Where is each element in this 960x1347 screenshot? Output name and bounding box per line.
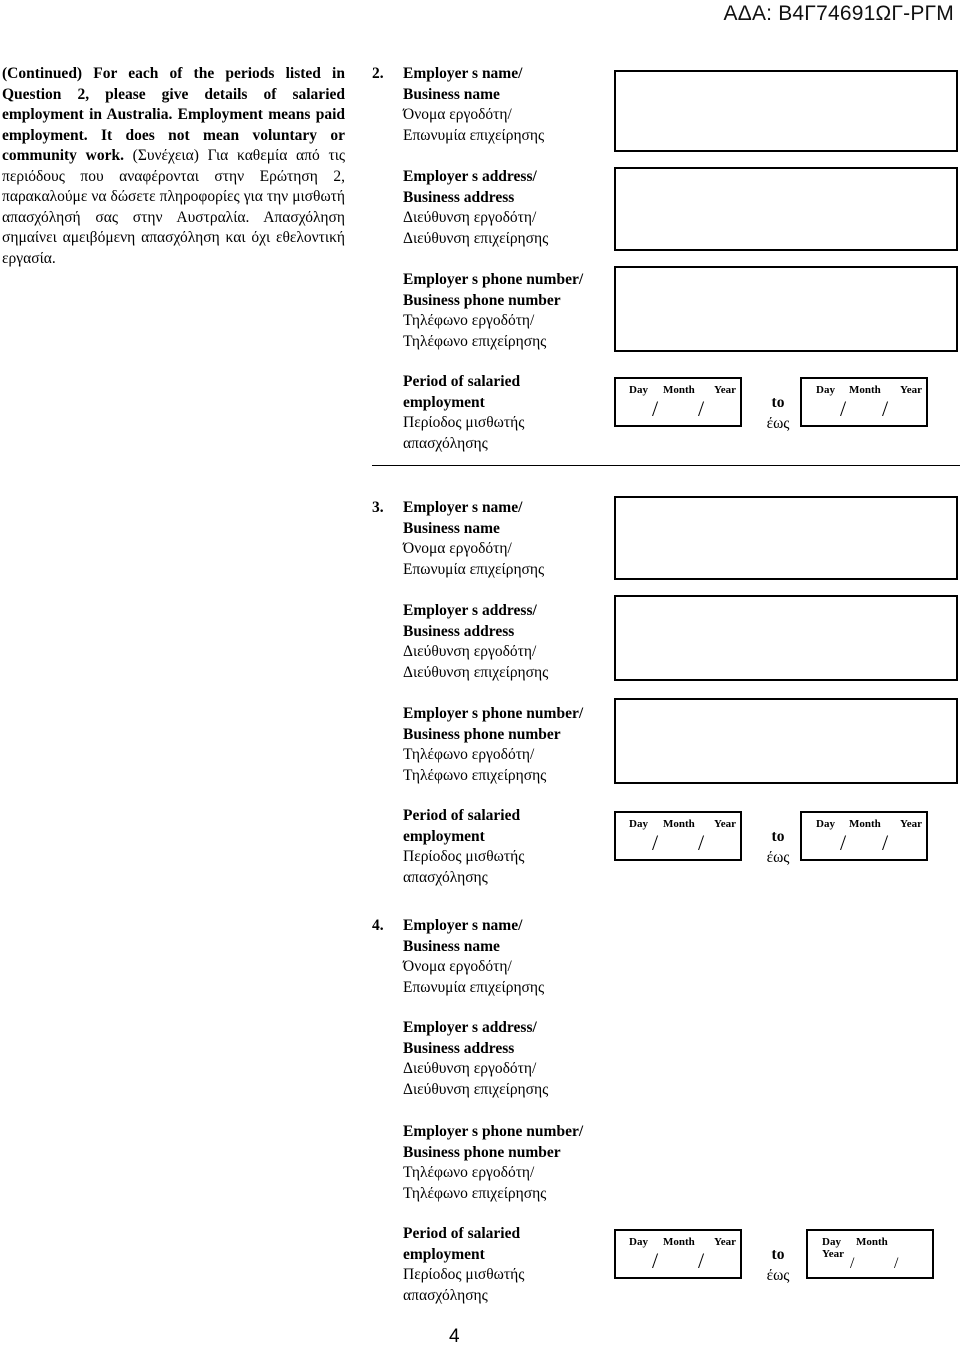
- period-start-date-field[interactable]: Day Month Year / /: [614, 1229, 742, 1279]
- period-start-date-field[interactable]: Day Month Year / /: [614, 377, 742, 427]
- page-number: 4: [449, 1326, 460, 1347]
- employer-phone-field[interactable]: [614, 698, 958, 784]
- section-number: 2.: [372, 65, 384, 82]
- employer-name-label: Employer s name/ Business name Όνομα εργοδότη/ Επωνυμία επιχείρησης: [403, 65, 545, 144]
- period-end-date-field[interactable]: Day Month Year / /: [800, 377, 928, 427]
- section-divider: [372, 465, 960, 466]
- period-end-date-field[interactable]: Day Month Year / /: [800, 811, 928, 861]
- employer-address-field[interactable]: [614, 595, 958, 681]
- employer-address-label: Employer s address/ Business address Διεύθυνση εργοδότη/ Διεύθυνση επιχείρησης: [403, 1019, 549, 1098]
- employer-address-field[interactable]: [614, 167, 958, 251]
- period-label: Period of salaried employment Περίοδος μισθωτής απασχόλησης: [403, 373, 525, 452]
- employer-phone-field[interactable]: [614, 266, 958, 352]
- intro-instructions: [2, 64, 345, 269]
- to-label: to έως: [766, 1246, 790, 1284]
- employer-address-label: Employer s address/ Business address Διεύθυνση εργοδότη/ Διεύθυνση επιχείρησης: [403, 602, 549, 681]
- period-start-date-field[interactable]: Day Month Year / /: [614, 811, 742, 861]
- employer-name-field[interactable]: [614, 496, 958, 580]
- period-label: Period of salaried employment Περίοδος μισθωτής απασχόλησης: [403, 1225, 525, 1304]
- intro-english: (Continued) For each of the periods listed in Question 2, please give details of salaried employment in Australia. Employment means paid employment. It does not mean voluntary or community work.: [2, 65, 345, 164]
- section-number: 4.: [372, 917, 384, 934]
- section-number: 3.: [372, 499, 384, 516]
- employer-address-label: Employer s address/ Business address Διεύθυνση εργοδότη/ Διεύθυνση επιχείρησης: [403, 168, 549, 247]
- ada-document-code: ΑΔΑ: Β4Γ74691ΩΓ-ΡΓΜ: [723, 2, 954, 25]
- intro-greek: (Συνέχεια) Για καθεμία από τις περιόδους που αναφέρονται στην Ερώτηση 2, παρακαλούμε να δώσετε πληροφορίες για την μισθωτή απασχόλησή σας στην Αυστραλία. Απασχόληση σημαίνει αμειβόμενη απασχόληση και όχι εθελοντική εργασία.: [2, 147, 346, 267]
- to-label: to έως: [766, 828, 790, 866]
- employer-phone-label: Employer s phone number/ Business phone number Τηλέφωνο εργοδότη/ Τηλέφωνο επιχείρησης: [403, 271, 584, 350]
- employer-phone-label: Employer s phone number/ Business phone number Τηλέφωνο εργοδότη/ Τηλέφωνο επιχείρησης: [403, 705, 584, 784]
- employer-name-label: Employer s name/ Business name Όνομα εργοδότη/ Επωνυμία επιχείρησης: [403, 499, 545, 578]
- period-label: Period of salaried employment Περίοδος μισθωτής απασχόλησης: [403, 807, 525, 886]
- employer-name-label: Employer s name/ Business name Όνομα εργοδότη/ Επωνυμία επιχείρησης: [403, 917, 545, 996]
- to-label: to έως: [766, 394, 790, 432]
- employer-phone-label: Employer s phone number/ Business phone number Τηλέφωνο εργοδότη/ Τηλέφωνο επιχείρησης: [403, 1123, 584, 1202]
- period-end-date-field[interactable]: Day Month Year / /: [806, 1229, 934, 1279]
- employer-name-field[interactable]: [614, 70, 958, 152]
